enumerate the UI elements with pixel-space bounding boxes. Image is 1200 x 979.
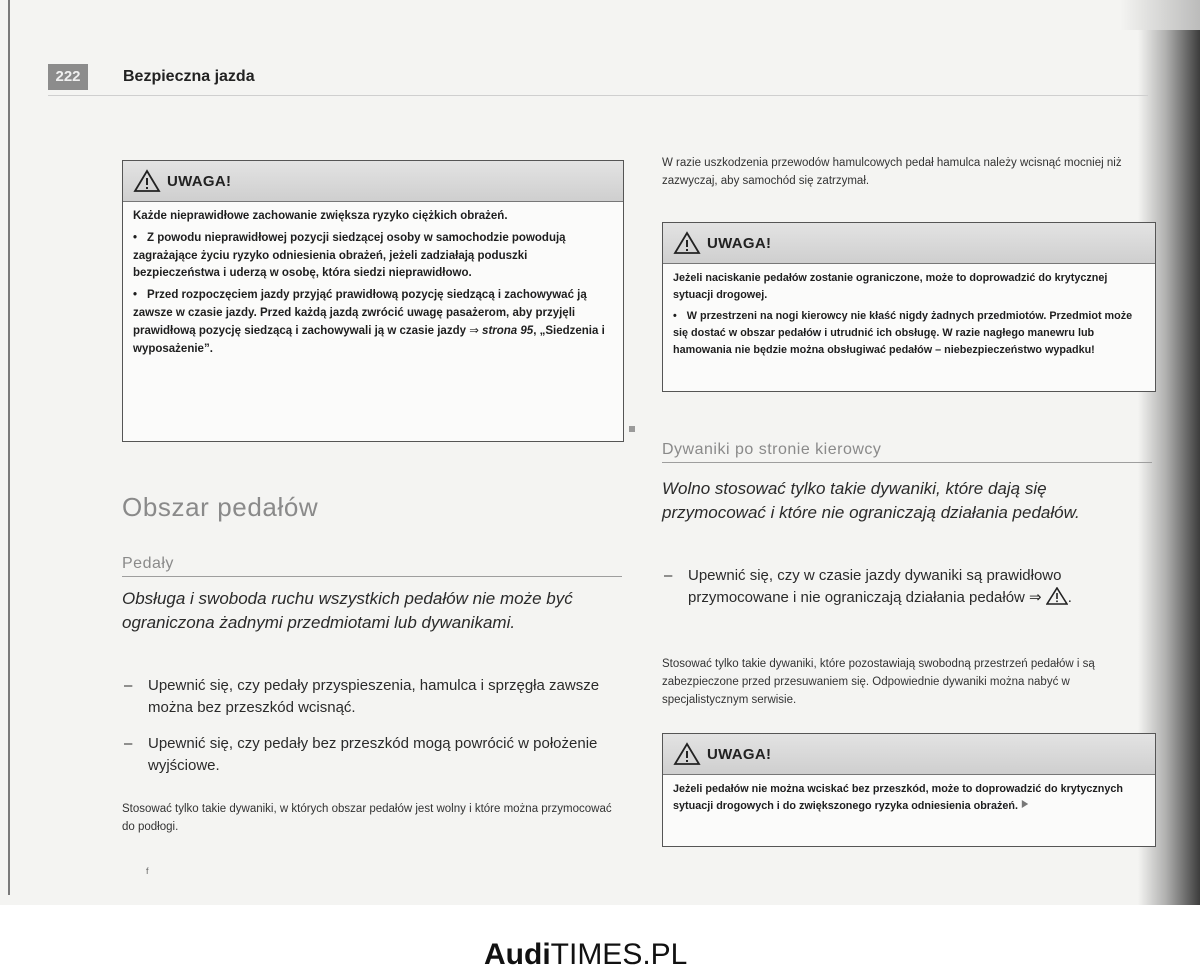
warning-body [663,775,1155,823]
intro-text: Obsługa i swoboda ruchu wszystkich pedałów nie może być ograniczona żadnymi przedmiotami lub dywanikami. [122,589,573,632]
warning-lead: Każde nieprawidłowe zachowanie zwiększa ryzyko ciężkich obrażeń. [133,210,508,222]
warning-lead: Jeżeli naciskanie pedałów zostanie ograniczone, może to doprowadzić do krytycznej sytuacji drogowej. [673,272,1108,301]
page-reference-title: , „Siedzenia i wyposażenie”. [133,324,605,355]
warning-triangle-icon [1046,587,1068,605]
warning-bullet: • W przestrzeni na nogi kierowcy nie kłaść nigdy żadnych przedmiotów. Przedmiot może się dostać w obszar pedałów i utrudnić ich obsługę. W razie nagłego manewru lub hamowania nie będzie można obsługiwać pedałów – niebezpieczeństwo wypadku! [673,308,1145,359]
instruction-text: Upewnić się, czy pedały przyspieszenia, hamulca i sprzęgła zawsze można bez przeszkód wcisnąć. [148,677,600,716]
warning-title: UWAGA! [167,172,232,190]
instruction-step: – Upewnić się, czy pedały bez przeszkód mogą powrócić w położenie wyjściowe. [124,733,624,779]
page-reference-link[interactable]: strona 95 [482,324,534,337]
brake-note-text: W razie uszkodzenia przewodów hamulcowych pedał hamulca należy wcisnąć mocniej niż zazwyczaj, aby samochód się zatrzymał. [662,157,1122,187]
warning-body [123,202,623,366]
site-watermark-logo [484,938,687,972]
page-number: 222 [48,64,88,90]
warning-box-mats [662,733,1156,847]
intro-text: Wolno stosować tylko takie dywaniki, które dają się przymocować i które nie ograniczają działania pedałów. [662,479,1080,522]
note-text: Stosować tylko takie dywaniki, które pozostawiają swobodną przestrzeń pedałów i są zabezpieczone przed przesuwaniem się. Odpowiednie dywaniki można nabyć w specjalistycznym serwisie. [662,658,1095,706]
warning-triangle-icon [673,231,701,255]
header-divider [48,95,1148,96]
warning-title: UWAGA! [707,234,772,252]
warning-header [663,734,1155,775]
section-end-mark-icon [629,426,635,432]
warning-title: UWAGA! [707,745,772,763]
warning-box-seating [122,160,624,442]
warning-triangle-icon [133,169,161,193]
reference-arrow-icon: ⇒ [469,324,479,337]
instruction-step: – Upewnić się, czy pedały przyspieszenia, hamulca i sprzęgła zawsze można bez przeszkód wcisnąć. [124,675,624,721]
section-title: Obszar pedałów [122,492,319,522]
binding-edge [8,0,10,895]
warning-header [663,223,1155,264]
footer-mark: f [146,866,149,876]
reference-arrow-icon: ⇒ [1029,589,1042,606]
warning-lead: Jeżeli pedałów nie można wciskać bez przeszkód, może to doprowadzić do krytycznych sytuacji drogowych i do zwiększonego ryzyka odniesienia obrażeń. [673,783,1123,812]
spine-shadow-top [1120,0,1200,30]
continue-arrow-icon [1021,799,1029,809]
watermark-site: TIMES.PL [550,938,688,971]
instruction-step: – Upewnić się, czy w czasie jazdy dywaniki są prawidłowo przymocowane i nie ograniczają działania pedałów ⇒ . [664,565,1154,633]
warning-bullet [133,287,613,358]
subsection-rule [122,576,622,577]
warning-bullet: • Z powodu nieprawidłowej pozycji siedzącej osoby w samochodzie powodują zagrażające życiu ryzyko odniesienia obrażeń, jeżeli zadziałają poduszki bezpieczeństwa i uderzą w osobę, która siedzi nieprawidłowo. [133,230,613,283]
warning-triangle-icon [673,742,701,766]
warning-box-footwell [662,222,1156,392]
running-title: Bezpieczna jazda [123,68,255,85]
warning-body [663,264,1155,367]
warning-header [123,161,623,202]
subsection-rule [662,462,1152,463]
subsection-title: Pedały [122,555,174,572]
note-text: Stosować tylko takie dywaniki, w których obszar pedałów jest wolny i które można przymocować do podłogi. [122,803,612,833]
warning-bullet-text: Przed rozpoczęciem jazdy przyjąć prawidłową pozycję siedzącą i zachowywać ją zawsze w czasie jazdy. Przed każdą jazdą zwrócić uwagę pasażerom, aby przyjęli prawidłową pozycję siedzącą i zachowywali ją w czasie jazdy [133,289,587,337]
instruction-text: Upewnić się, czy w czasie jazdy dywaniki są prawidłowo przymocowane i nie ograniczają działania pedałów ⇒ . [688,567,1072,606]
watermark-brand: Audi [484,938,551,971]
instruction-text: Upewnić się, czy pedały bez przeszkód mogą powrócić w położenie wyjściowe. [148,735,598,774]
subsection-title: Dywaniki po stronie kierowcy [662,441,882,458]
